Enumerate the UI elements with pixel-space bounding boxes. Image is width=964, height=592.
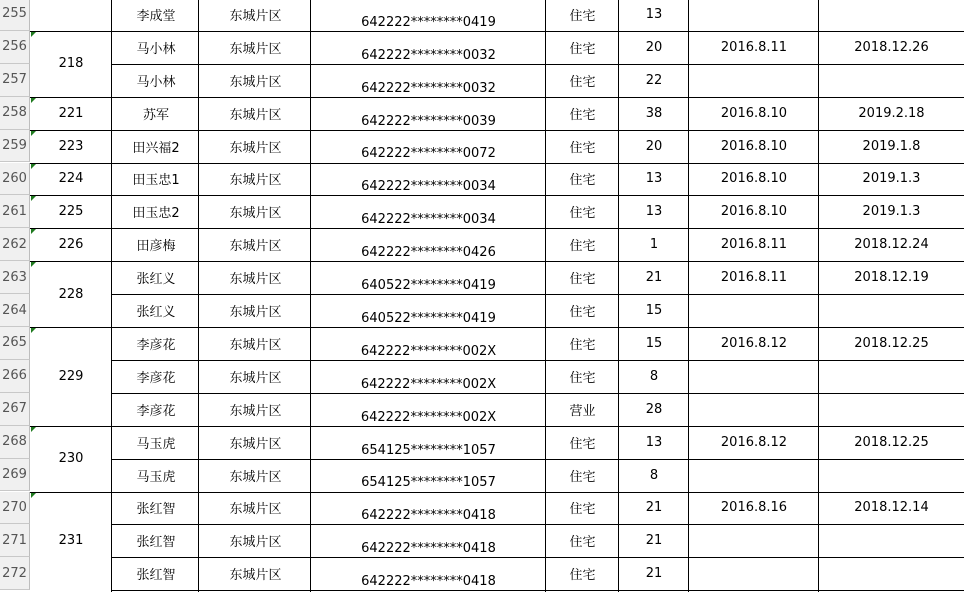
id-number-cell[interactable]: 654125********1057 — [361, 442, 496, 458]
grid-line[interactable] — [111, 294, 964, 295]
date1-cell[interactable] — [689, 393, 819, 426]
group-cell[interactable]: 221 — [58, 105, 84, 121]
type-cell[interactable]: 住宅 — [569, 173, 596, 189]
id-number-cell[interactable]: 642222********002X — [360, 409, 497, 425]
area-cell[interactable]: 东城片区 — [229, 140, 282, 156]
type-cell[interactable]: 营业 — [569, 403, 596, 419]
row-header[interactable]: 268 — [0, 426, 30, 459]
area-cell[interactable]: 东城片区 — [229, 305, 282, 321]
name-cell[interactable]: 李成堂 — [136, 8, 176, 24]
id-number-cell[interactable]: 642222********0418 — [361, 541, 496, 557]
count-cell[interactable]: 38 — [645, 105, 663, 121]
date2-cell[interactable]: 2019.1.3 — [862, 204, 921, 220]
row-header[interactable]: 271 — [0, 524, 30, 557]
count-cell[interactable]: 21 — [645, 270, 663, 286]
row-header[interactable]: 263 — [0, 261, 30, 294]
id-number-cell[interactable]: 642222********0034 — [361, 179, 496, 195]
id-number-cell[interactable]: 642222********0419 — [361, 14, 496, 30]
type-cell[interactable]: 住宅 — [569, 272, 596, 288]
row-header[interactable]: 255 — [0, 0, 30, 31]
count-cell[interactable]: 20 — [645, 39, 663, 55]
group-cell[interactable]: 228 — [58, 286, 84, 302]
type-cell[interactable]: 住宅 — [569, 469, 596, 485]
area-cell[interactable]: 东城片区 — [229, 272, 282, 288]
type-cell[interactable]: 住宅 — [569, 535, 596, 551]
name-cell[interactable]: 马玉虎 — [136, 436, 176, 452]
comment-indicator-icon[interactable] — [31, 262, 36, 267]
grid-line[interactable] — [30, 195, 964, 196]
grid-line[interactable] — [688, 0, 689, 592]
area-cell[interactable]: 东城片区 — [229, 370, 282, 386]
name-cell[interactable]: 田彦梅 — [136, 239, 176, 255]
date1-cell[interactable] — [689, 64, 819, 97]
date2-cell[interactable]: 2018.12.26 — [854, 39, 929, 55]
name-cell[interactable]: 李彦花 — [136, 403, 176, 419]
group-cell[interactable]: 229 — [58, 368, 84, 384]
id-number-cell[interactable]: 640522********0419 — [361, 278, 496, 294]
date1-cell[interactable] — [689, 360, 819, 393]
area-cell[interactable]: 东城片区 — [229, 469, 282, 485]
count-cell[interactable]: 21 — [645, 533, 663, 549]
grid-line[interactable] — [30, 327, 964, 328]
date2-cell[interactable] — [819, 360, 964, 393]
date2-cell[interactable]: 2018.12.14 — [854, 500, 929, 516]
date1-cell[interactable]: 2016.8.12 — [720, 335, 788, 351]
id-number-cell[interactable]: 642222********0426 — [361, 245, 496, 261]
date2-cell[interactable] — [819, 0, 964, 31]
date1-cell[interactable]: 2016.8.11 — [720, 39, 788, 55]
name-cell[interactable]: 张红义 — [136, 305, 176, 321]
date1-cell[interactable]: 2016.8.10 — [720, 171, 788, 187]
grid-line[interactable] — [30, 492, 964, 493]
id-number-cell[interactable]: 642222********0032 — [361, 47, 496, 63]
comment-indicator-icon[interactable] — [31, 493, 36, 498]
area-cell[interactable]: 东城片区 — [229, 535, 282, 551]
date1-cell[interactable]: 2016.8.16 — [720, 500, 788, 516]
id-number-cell[interactable]: 654125********1057 — [361, 475, 496, 491]
grid-line[interactable] — [111, 524, 964, 525]
id-number-cell[interactable]: 640522********0419 — [361, 310, 496, 326]
date1-cell[interactable]: 2016.8.10 — [720, 138, 788, 154]
count-cell[interactable]: 8 — [649, 467, 659, 483]
row-header[interactable]: 262 — [0, 228, 30, 261]
name-cell[interactable]: 田兴福2 — [132, 140, 180, 156]
group-cell[interactable]: 225 — [58, 204, 84, 220]
name-cell[interactable]: 苏军 — [142, 107, 169, 123]
row-header[interactable]: 270 — [0, 492, 30, 525]
name-cell[interactable]: 李彦花 — [136, 370, 176, 386]
grid-line[interactable] — [198, 0, 199, 592]
count-cell[interactable]: 28 — [645, 401, 663, 417]
type-cell[interactable]: 住宅 — [569, 305, 596, 321]
date1-cell[interactable]: 2016.8.10 — [720, 204, 788, 220]
area-cell[interactable]: 东城片区 — [229, 568, 282, 584]
type-cell[interactable]: 住宅 — [569, 239, 596, 255]
grid-line[interactable] — [30, 97, 964, 98]
comment-indicator-icon[interactable] — [31, 196, 36, 201]
area-cell[interactable]: 东城片区 — [229, 107, 282, 123]
count-cell[interactable]: 22 — [645, 72, 663, 88]
grid-line[interactable] — [111, 64, 964, 65]
type-cell[interactable]: 住宅 — [569, 370, 596, 386]
type-cell[interactable]: 住宅 — [569, 568, 596, 584]
group-cell[interactable]: 231 — [58, 533, 84, 549]
name-cell[interactable]: 张红义 — [136, 272, 176, 288]
area-cell[interactable]: 东城片区 — [229, 8, 282, 24]
id-number-cell[interactable]: 642222********0032 — [361, 80, 496, 96]
row-header[interactable]: 261 — [0, 195, 30, 228]
group-cell[interactable]: 218 — [58, 56, 84, 72]
type-cell[interactable]: 住宅 — [569, 337, 596, 353]
name-cell[interactable]: 张红智 — [136, 568, 176, 584]
date1-cell[interactable] — [689, 557, 819, 590]
count-cell[interactable]: 20 — [645, 138, 663, 154]
grid-line[interactable] — [111, 459, 964, 460]
type-cell[interactable]: 住宅 — [569, 436, 596, 452]
grid-line[interactable] — [618, 0, 619, 592]
date2-cell[interactable] — [819, 64, 964, 97]
date1-cell[interactable]: 2016.8.12 — [720, 434, 788, 450]
date1-cell[interactable]: 2016.8.11 — [720, 270, 788, 286]
date2-cell[interactable]: 2019.1.3 — [862, 171, 921, 187]
date1-cell[interactable] — [689, 294, 819, 327]
group-cell[interactable]: 226 — [58, 237, 84, 253]
date2-cell[interactable]: 2019.1.8 — [862, 138, 921, 154]
name-cell[interactable]: 张红智 — [136, 502, 176, 518]
row-header[interactable]: 264 — [0, 294, 30, 327]
id-number-cell[interactable]: 642222********0039 — [361, 113, 496, 129]
group-cell[interactable]: 224 — [58, 171, 84, 187]
comment-indicator-icon[interactable] — [31, 164, 36, 169]
id-number-cell[interactable]: 642222********002X — [360, 376, 497, 392]
date1-cell[interactable]: 2016.8.11 — [720, 237, 788, 253]
type-cell[interactable]: 住宅 — [569, 41, 596, 57]
count-cell[interactable]: 21 — [645, 566, 663, 582]
area-cell[interactable]: 东城片区 — [229, 206, 282, 222]
count-cell[interactable]: 15 — [645, 303, 663, 319]
comment-indicator-icon[interactable] — [31, 98, 36, 103]
grid-line[interactable] — [111, 0, 112, 592]
row-header[interactable]: 260 — [0, 163, 30, 196]
area-cell[interactable]: 东城片区 — [229, 436, 282, 452]
type-cell[interactable]: 住宅 — [569, 502, 596, 518]
name-cell[interactable]: 马小林 — [136, 41, 176, 57]
date1-cell[interactable]: 2016.8.10 — [720, 105, 788, 121]
count-cell[interactable]: 13 — [645, 434, 663, 450]
area-cell[interactable]: 东城片区 — [229, 173, 282, 189]
group-cell[interactable]: 230 — [58, 451, 84, 467]
row-header[interactable]: 258 — [0, 97, 30, 130]
id-number-cell[interactable]: 642222********0034 — [361, 212, 496, 228]
grid-line[interactable] — [30, 261, 964, 262]
row-header[interactable]: 257 — [0, 64, 30, 97]
name-cell[interactable]: 李彦花 — [136, 337, 176, 353]
grid-line[interactable] — [545, 0, 546, 592]
name-cell[interactable]: 马小林 — [136, 74, 176, 90]
row-header[interactable]: 267 — [0, 393, 30, 426]
grid-line[interactable] — [111, 360, 964, 361]
area-cell[interactable]: 东城片区 — [229, 74, 282, 90]
date2-cell[interactable] — [819, 524, 964, 557]
row-header[interactable]: 259 — [0, 130, 30, 163]
count-cell[interactable]: 8 — [649, 368, 659, 384]
type-cell[interactable]: 住宅 — [569, 107, 596, 123]
date1-cell[interactable] — [689, 524, 819, 557]
count-cell[interactable]: 13 — [645, 171, 663, 187]
type-cell[interactable]: 住宅 — [569, 74, 596, 90]
name-cell[interactable]: 田玉忠2 — [132, 206, 180, 222]
group-cell[interactable] — [30, 0, 112, 31]
grid-line[interactable] — [30, 31, 964, 32]
row-header[interactable]: 265 — [0, 327, 30, 360]
date2-cell[interactable] — [819, 557, 964, 590]
area-cell[interactable]: 东城片区 — [229, 239, 282, 255]
date2-cell[interactable] — [819, 459, 964, 492]
count-cell[interactable]: 13 — [645, 6, 663, 22]
id-number-cell[interactable]: 642222********0418 — [361, 574, 496, 590]
grid-line[interactable] — [818, 0, 819, 592]
id-number-cell[interactable]: 642222********002X — [360, 343, 497, 359]
grid-line[interactable] — [30, 163, 964, 164]
comment-indicator-icon[interactable] — [31, 328, 36, 333]
row-header[interactable]: 272 — [0, 557, 30, 590]
date2-cell[interactable]: 2019.2.18 — [858, 105, 925, 121]
comment-indicator-icon[interactable] — [31, 229, 36, 234]
id-number-cell[interactable]: 642222********0418 — [361, 508, 496, 524]
grid-line[interactable] — [111, 590, 964, 591]
name-cell[interactable]: 张红智 — [136, 535, 176, 551]
date2-cell[interactable]: 2018.12.25 — [854, 434, 929, 450]
grid-line[interactable] — [30, 426, 964, 427]
area-cell[interactable]: 东城片区 — [229, 337, 282, 353]
type-cell[interactable]: 住宅 — [569, 206, 596, 222]
type-cell[interactable]: 住宅 — [569, 140, 596, 156]
date2-cell[interactable] — [819, 294, 964, 327]
row-header[interactable]: 269 — [0, 459, 30, 492]
type-cell[interactable]: 住宅 — [569, 8, 596, 24]
comment-indicator-icon[interactable] — [31, 32, 36, 37]
comment-indicator-icon[interactable] — [31, 131, 36, 136]
grid-line[interactable] — [30, 130, 964, 131]
date2-cell[interactable] — [819, 393, 964, 426]
area-cell[interactable]: 东城片区 — [229, 403, 282, 419]
area-cell[interactable]: 东城片区 — [229, 41, 282, 57]
grid-line[interactable] — [111, 557, 964, 558]
date2-cell[interactable]: 2018.12.25 — [854, 335, 929, 351]
comment-indicator-icon[interactable] — [31, 427, 36, 432]
count-cell[interactable]: 1 — [649, 237, 659, 253]
row-header[interactable]: 266 — [0, 360, 30, 393]
count-cell[interactable]: 21 — [645, 500, 663, 516]
grid-line[interactable] — [111, 393, 964, 394]
id-number-cell[interactable]: 642222********0072 — [361, 146, 496, 162]
area-cell[interactable]: 东城片区 — [229, 502, 282, 518]
grid-line[interactable] — [30, 228, 964, 229]
group-cell[interactable]: 223 — [58, 138, 84, 154]
date2-cell[interactable]: 2018.12.19 — [854, 270, 929, 286]
date2-cell[interactable]: 2018.12.24 — [854, 237, 929, 253]
name-cell[interactable]: 马玉虎 — [136, 469, 176, 485]
date1-cell[interactable] — [689, 0, 819, 31]
row-header[interactable]: 256 — [0, 31, 30, 64]
date1-cell[interactable] — [689, 459, 819, 492]
count-cell[interactable]: 13 — [645, 204, 663, 220]
name-cell[interactable]: 田玉忠1 — [132, 173, 180, 189]
grid-line[interactable] — [310, 0, 311, 592]
count-cell[interactable]: 15 — [645, 335, 663, 351]
